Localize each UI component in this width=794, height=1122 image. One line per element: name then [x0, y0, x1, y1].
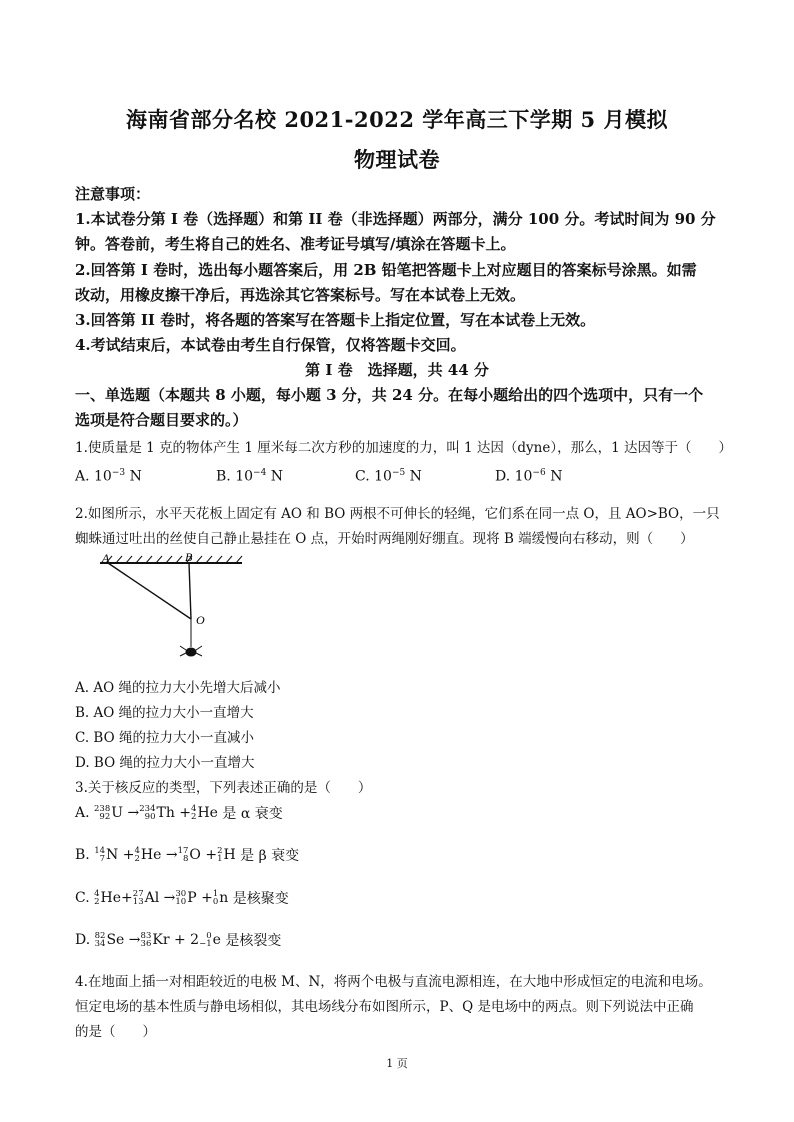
q2-option-c: C. BO 绳的拉力大小一直减小	[75, 730, 254, 746]
notice-item-3: 3.回答第 II 卷时，将各题的答案写在答题卡上指定位置，写在本试卷上无效。	[75, 311, 596, 329]
q1-option-b-base: 10	[235, 468, 254, 485]
q4-stem-b: 恒定电场的基本性质与静电场相似，其电场线分布如图所示，P、Q 是电场中的两点。则下列说法中正确	[75, 999, 694, 1015]
notice-item-2a: 2.回答第 I 卷时，选出每小题答案后，用 2B 铅笔把答题卡上对应题目的答案标号涂黑。如需	[75, 261, 697, 279]
q1-option-d-base: 10	[514, 468, 533, 485]
q3-option-d: D. 82 34 Se → 83 36 Kr + 2 0 −1 e 是核裂变	[75, 930, 282, 949]
ceiling-hatch	[106, 556, 242, 563]
q1-option-a-base: 10	[94, 468, 112, 485]
q3-option-a-label: A.	[75, 805, 90, 821]
q2-rope-diagram	[92, 553, 252, 665]
q3-option-a-desc: 是 α 衰变	[222, 806, 283, 822]
q1-option-a-label: A.	[75, 468, 90, 485]
q4-stem-c: 的是（ ）	[75, 1024, 156, 1040]
q4-stem-a: 4.在地面上插一对相距较近的电极 M、N，将两个电极与直流电源相连，在大地中形成恒定的电流和电场。	[75, 974, 712, 990]
q1-option-d-unit: N	[545, 468, 563, 485]
q1-option-a	[75, 468, 142, 485]
q1-option-c-base: 10	[374, 468, 392, 485]
q1-option-c	[355, 468, 422, 485]
notice-item-1b: 钟。答卷前，考生将自己的姓名、准考证号填写/填涂在答题卡上。	[75, 235, 516, 253]
nuclide-u238: 238 92	[94, 803, 111, 822]
q1-option-b	[216, 468, 283, 485]
q3-option-d-label: D.	[75, 932, 91, 948]
q3-option-c: C. 4 2 He + 27 13 Al → 30 10 P + 1 0 n 是核聚变	[75, 888, 289, 907]
q1-option-d-exp: −6	[532, 468, 546, 478]
label-o: O	[196, 613, 205, 627]
q3-option-b-label: B.	[75, 847, 90, 863]
exam-title: 海南省部分名校 2021-2022 学年高三下学期 5 月模拟	[126, 107, 668, 132]
section-instr-a: 一、单选题（本题共 8 小题，每小题 3 分，共 24 分。在每小题给出的四个选项中，只有一个	[75, 386, 704, 404]
q1-option-c-unit: N	[405, 468, 422, 485]
q1-option-c-exp: −5	[391, 468, 406, 478]
q3-option-d-desc: 是核裂变	[225, 933, 282, 949]
q3-option-b: B. 14 7 N + 4 2 He → 17 8 O + 2 1 H 是 β 衰变	[75, 845, 300, 864]
q1-option-a-exp: −3	[111, 468, 126, 478]
spider-icon	[180, 646, 202, 656]
section-instr-b: 选项是符合题目要求的。）	[75, 411, 248, 429]
section-title: 第 I 卷 选择题，共 44 分	[305, 361, 489, 379]
q1-stem: 1.使质量是 1 克的物体产生 1 厘米每二次方秒的加速度的力，叫 1 达因（dyne），那么，1 达因等于（ ）	[75, 440, 732, 456]
q1-option-b-exp: −4	[253, 468, 267, 478]
q2-stem-b: 蜘蛛通过吐出的丝使自己静止悬挂在 O 点，开始时两绳刚好绷直。现将 B 端缓慢向右移动，则（ ）	[75, 531, 694, 547]
q2-stem-a: 2.如图所示，水平天花板上固定有 AO 和 BO 两根不可伸长的轻绳，它们系在同一点 O，且 AO>BO，一只	[75, 506, 720, 522]
rope-ao	[108, 563, 191, 619]
page-number: 1 页	[386, 1057, 408, 1070]
q1-option-a-unit: N	[125, 468, 142, 485]
notice-item-1a: 1.本试卷分第 I 卷（选择题）和第 II 卷（非选择题）两部分，满分 100 分。考试时间为 90 分	[75, 210, 716, 228]
q1-option-d	[495, 468, 562, 485]
q1-option-b-unit: N	[266, 468, 284, 485]
label-b: B	[185, 553, 193, 564]
q2-option-b: B. AO 绳的拉力大小一直增大	[75, 705, 254, 721]
q3-option-a: A. 238 92 U → 234 90 Th + 4 2 He 是 α 衰变	[75, 803, 283, 822]
q1-option-c-label: C.	[355, 468, 370, 485]
rope-bo	[189, 563, 191, 619]
q1-option-b-label: B.	[216, 468, 231, 485]
q1-option-d-label: D.	[495, 468, 511, 485]
exam-subtitle: 物理试卷	[354, 147, 440, 172]
notice-item-4: 4.考试结束后，本试卷由考生自行保管，仅将答题卡交回。	[75, 336, 466, 354]
q3-option-c-desc: 是核聚变	[232, 891, 289, 907]
q3-option-c-label: C.	[75, 890, 90, 906]
notice-item-2b: 改动，用橡皮擦干净后，再选涂其它答案标号。写在本试卷上无效。	[75, 286, 526, 304]
notice-heading: 注意事项：	[75, 185, 151, 203]
q2-option-a: A. AO 绳的拉力大小先增大后减小	[75, 680, 281, 696]
q3-stem: 3.关于核反应的类型，下列表述正确的是（ ）	[75, 780, 372, 796]
q3-option-b-desc: 是 β 衰变	[240, 848, 300, 864]
q2-option-d: D. BO 绳的拉力大小一直增大	[75, 755, 255, 771]
label-a: A	[102, 553, 110, 565]
